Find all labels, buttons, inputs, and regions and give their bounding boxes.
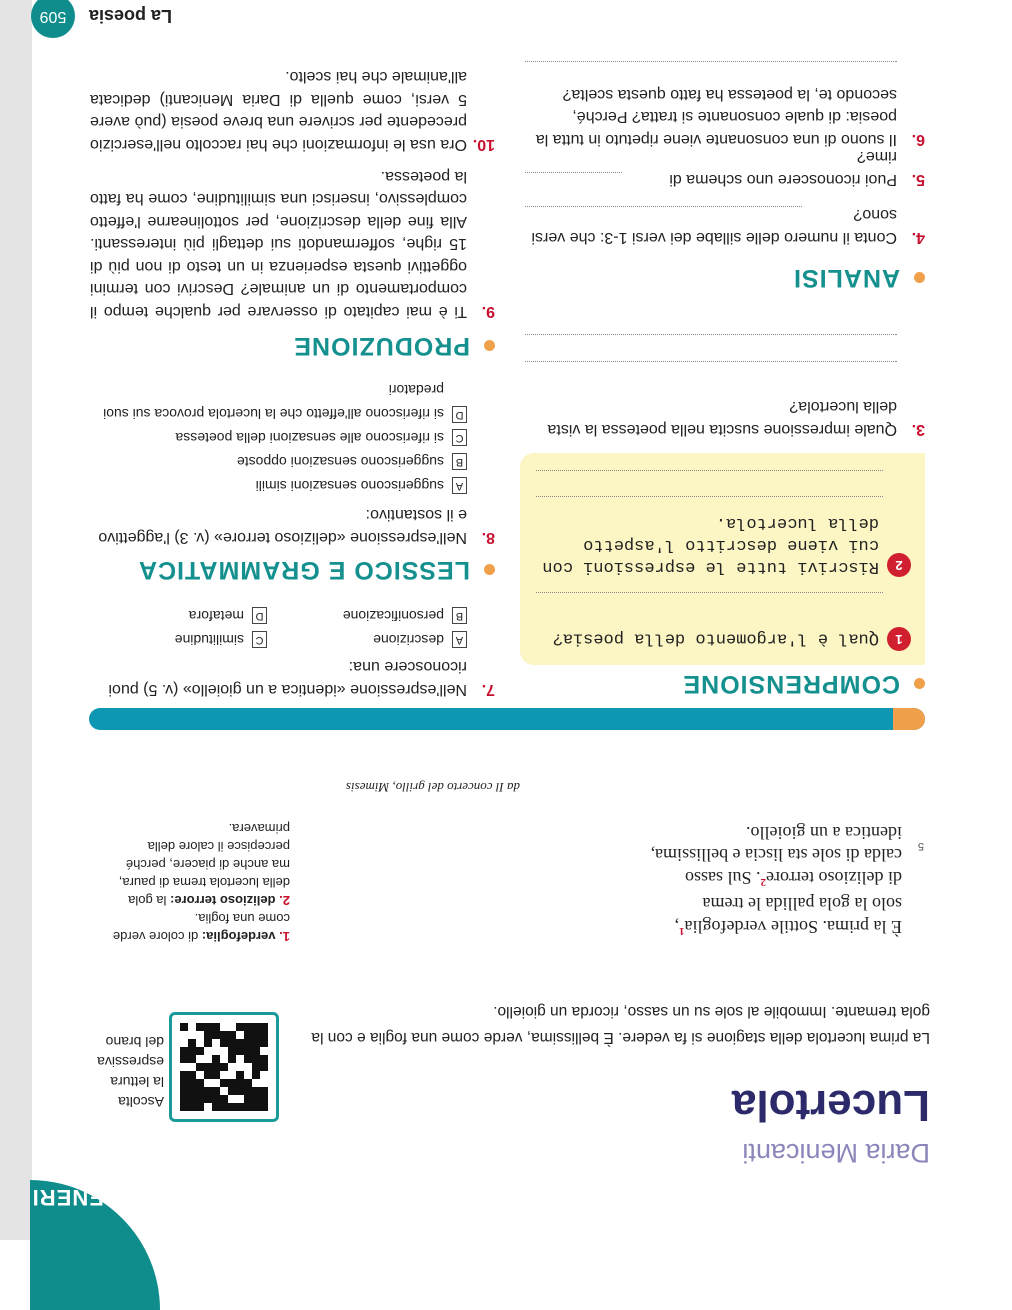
audio-label	[74, 1032, 164, 1112]
question-5: 5. Puoi riconoscere uno schema di rime?	[669, 148, 925, 188]
heading-analisi: ANALISI	[793, 263, 925, 292]
line-number: 5	[917, 840, 924, 852]
answer-line[interactable]	[536, 496, 883, 497]
audio-label-line: espressiva	[97, 1054, 164, 1070]
footnotes	[100, 819, 290, 945]
question-1: 1Qual è l'argomento della poesia?	[531, 627, 911, 651]
page-title: Lucertola	[731, 1081, 930, 1130]
divider-bar	[89, 708, 925, 730]
page-edge	[0, 0, 32, 1240]
option-c[interactable]: C similitudine	[87, 628, 267, 652]
poem-line: calda di sole sta liscia e bellissima,	[650, 845, 902, 866]
section-tab-label: GENERI	[31, 1185, 122, 1210]
answer-line[interactable]	[525, 206, 802, 207]
poem-line: identica a un gioiello.	[746, 823, 902, 843]
heading-produzione: PRODUZIONE	[293, 331, 495, 360]
audio-label-line: Ascolta	[118, 1094, 164, 1110]
option-b[interactable]: B suggeriscono sensazioni opposte	[87, 450, 467, 474]
page-number: 509	[31, 0, 75, 38]
question-2: 2 Riscrivi tutte le espressioni con cui viene descritto l'aspetto della lucertola.	[541, 511, 911, 577]
answer-line[interactable]	[536, 470, 883, 471]
qr-code[interactable]	[169, 1012, 279, 1122]
author: Daria Menicanti	[742, 1138, 930, 1168]
question-8: 8. Nell'espressione «delizioso terrore» (v. 3) l'aggettivo e il sostantivo:	[98, 506, 495, 546]
option-b[interactable]: B personificazione	[267, 604, 467, 628]
poem-line: di delizioso terrore$^2$. Sul sasso	[685, 868, 902, 888]
answer-line[interactable]	[525, 61, 897, 62]
question-8-options	[87, 378, 467, 498]
answer-line[interactable]	[536, 592, 883, 593]
footnote-ref: 2	[760, 876, 767, 888]
question-7-options	[87, 604, 467, 652]
heading-comprensione: COMPRENSIONE	[682, 669, 925, 698]
poem-line: È la prima. Sottile verdefoglia$^1$,	[674, 917, 902, 937]
source-citation: da Il concerto del grillo, Mimesis	[345, 780, 520, 795]
option-a[interactable]: A suggeriscono sensazioni simili	[87, 474, 467, 498]
answer-line[interactable]	[525, 361, 897, 362]
intro-text: La prima lucertola della stagione si fa vedere. È bellissima, verde come una foglia e con la gola tremante. Immobile al sole su un sasso, ricorda un gioiello.	[311, 1003, 930, 1046]
option-c[interactable]: C si riferiscono alle sensazioni della poetessa	[87, 426, 467, 450]
question-4: 4. Conta il numero delle sillabe dei versi 1-3: che versi sono?	[531, 206, 925, 246]
option-a[interactable]: A descrizione	[267, 628, 467, 652]
question-7: 7. Nell'espressione «identica a un gioiello» (v. 5) puoi riconoscere una:	[108, 658, 495, 698]
poem-line: solo la gola pallida le trema	[702, 894, 902, 915]
page-footer	[31, 0, 172, 38]
option-d[interactable]: D si riferiscono all'effetto che la lucertola provoca sui suoi predatori	[87, 378, 467, 426]
section-tab	[30, 1180, 160, 1310]
question-9: 9. Ti è mai capitato di osservare per qualche tempo il comportamento di un animale? Descrivi con termini oggettivi questa esperienza in un testo di non più di 15 righe, soffermandoti sui dettagli più interessanti. Alla fine della descrizione, per sottolinearne l'effetto complessivo, inserisci una similitudine, come ha fatto la poetessa.	[90, 168, 495, 320]
question-10: 10. Ora usa le informazioni che hai raccolto nell'esercizio precedente per scrivere una breve poesia (può avere 5 versi, come quella di Daria Menicanti) dedicata all'animale che hai scelto.	[90, 68, 495, 153]
audio-label-line: la lettura	[110, 1074, 164, 1090]
heading-lessico-grammatica: LESSICO E GRAMMATICA	[138, 555, 495, 584]
audio-label-line: del brano	[105, 1034, 164, 1050]
option-d[interactable]: D metafora	[87, 604, 267, 628]
poem	[651, 822, 902, 943]
footnote-ref: 1	[679, 925, 685, 937]
answer-line[interactable]	[525, 334, 897, 335]
question-3: 3. Quale impressione suscita nella poetessa la vista della lucertola?	[547, 398, 925, 438]
exercise-box	[520, 453, 925, 665]
footnote: 1. verdefoglia: di colore verde come una foglia.	[112, 911, 290, 944]
footer-label: La poesia	[88, 6, 172, 27]
question-6: 6. Il suono di una consonante viene ripetuto in tutta la poesia: di quale consonante si tratta? Perché, secondo te, la poetessa ha fatto questa scelta?	[535, 86, 925, 148]
answer-line[interactable]	[525, 172, 622, 173]
footnote: 2. delizioso terrore: la gola della lucertola trema di paura, ma anche di piacere, perché percepisce il calore della primavera.	[118, 821, 290, 908]
